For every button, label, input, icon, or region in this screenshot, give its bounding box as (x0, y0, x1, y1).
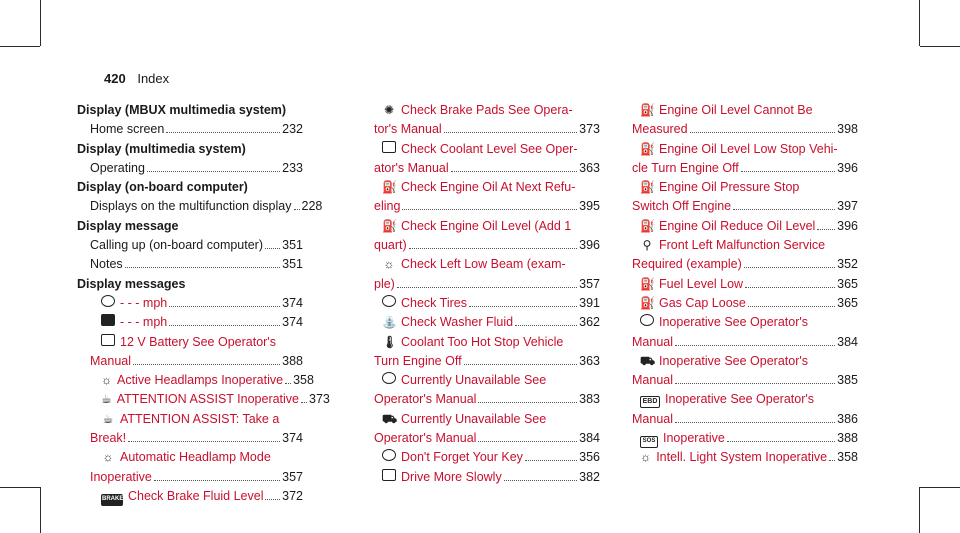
crop-mark (0, 46, 40, 47)
index-entry[interactable]: ⛲ Check Washer Fluid 362 (382, 315, 600, 330)
speedometer-icon (382, 469, 396, 481)
index-entry[interactable]: Required (example) 352 (632, 257, 858, 272)
index-entry[interactable]: Manual 385 (632, 373, 858, 388)
index-entry[interactable]: cle Turn Engine Off 396 (632, 160, 858, 175)
index-entry: 12 V Battery See Operator's (77, 333, 303, 352)
brake-pads-icon: ✺ (383, 103, 395, 117)
car-distance-icon: ⛟ (640, 353, 656, 368)
index-entry[interactable]: Check Tires 391 (374, 294, 600, 313)
index-entry: Check Coolant Level See Oper- (374, 140, 600, 159)
oil-can-icon: ⛽ (640, 141, 655, 156)
page-number: 420 (104, 71, 126, 86)
index-heading: Display messages (77, 276, 186, 291)
key-icon (382, 449, 396, 461)
oil-can-icon: ⛽ (640, 180, 655, 195)
headlamp-icon: ☼ (101, 373, 112, 388)
index-entry: ⛽ Engine Oil Level Cannot Be (640, 103, 813, 117)
crop-mark (920, 46, 960, 47)
oil-can-icon: ⛽ (382, 180, 397, 195)
index-entry: ⛽ Engine Oil Pressure Stop (640, 180, 800, 195)
index-entry[interactable]: ⛽ Gas Cap Loose 365 (640, 295, 858, 310)
crop-mark (919, 487, 920, 533)
index-entry: ☼ Automatic Headlamp Mode (102, 450, 271, 465)
index-entry[interactable]: Calling up (on-board computer) 351 (90, 238, 303, 253)
headlamp-icon: ☼ (640, 450, 652, 465)
crop-mark (920, 487, 960, 488)
index-heading: Display (on-board computer) (77, 180, 248, 195)
index-entry: ⛟ Currently Unavailable See (382, 411, 547, 426)
index-entry[interactable]: - - - mph 374 (77, 294, 303, 313)
index-entry[interactable]: Displays on the multifunction display 228 (90, 199, 323, 214)
index-entry: ⛽ Check Engine Oil Level (Add 1 (382, 218, 572, 233)
car-distance-icon: ⛟ (382, 411, 398, 426)
index-entry[interactable]: quart) 396 (374, 238, 600, 253)
washer-fluid-icon: ⛲ (382, 315, 397, 330)
tire-pressure-icon (382, 295, 396, 307)
index-entry[interactable]: SOS Inoperative 388 (632, 429, 858, 448)
crop-mark (40, 487, 41, 533)
index-entry: Inoperative See Operator's (632, 313, 858, 332)
index-entry: ⛟ Inoperative See Operator's (640, 353, 808, 368)
index-entry: ⛽ Check Engine Oil At Next Refu- (382, 180, 576, 195)
headlamp-icon: ☼ (102, 450, 114, 465)
index-entry: ✺ Check Brake Pads See Opera- (383, 103, 573, 117)
index-entry[interactable]: ator's Manual 363 (374, 160, 600, 175)
page-header (104, 71, 169, 86)
index-entry[interactable]: Break! 374 (90, 431, 303, 446)
section-title: Index (137, 71, 170, 86)
crop-mark (0, 487, 40, 488)
index-entry[interactable]: BRAKE Check Brake Fluid Level 372 (77, 487, 303, 506)
index-column-3 (632, 101, 858, 468)
index-entry[interactable]: - - - mph 374 (77, 313, 303, 332)
oil-can-icon: ⛽ (640, 103, 655, 117)
index-entry[interactable]: Manual 388 (90, 353, 303, 368)
seat-occupant-icon: ⚲ (642, 238, 652, 253)
fuel-pump-icon: ⛽ (640, 276, 655, 291)
brake-warning-icon: BRAKE (101, 494, 123, 506)
index-entry[interactable]: ple) 357 (374, 276, 600, 291)
index-entry[interactable]: Don't Forget Your Key 356 (374, 448, 600, 467)
index-heading: Display message (77, 218, 179, 233)
coolant-temperature-icon: 🌡 (382, 334, 398, 349)
index-entry[interactable]: tor's Manual 373 (374, 122, 600, 137)
system-unavailable-icon (382, 372, 396, 384)
index-entry[interactable]: ⛽ Fuel Level Low 365 (640, 276, 858, 291)
index-entry: ☼ Check Left Low Beam (exam- (383, 257, 566, 272)
index-entry[interactable]: ⛽ Engine Oil Reduce Oil Level 396 (640, 218, 858, 233)
oil-can-icon: ⛽ (382, 218, 397, 233)
index-heading: Display (MBUX multimedia system) (77, 103, 287, 117)
index-entry[interactable]: Operator's Manual 384 (374, 431, 600, 446)
index-entry[interactable]: ☼ Active Headlamps Inoperative 358 (101, 373, 314, 388)
index-entry[interactable]: Manual 386 (632, 411, 858, 426)
crop-mark (919, 0, 920, 46)
index-entry[interactable]: Switch Off Engine 397 (632, 199, 858, 214)
index-column-1 (77, 101, 330, 506)
headlamp-icon: ☼ (383, 257, 395, 272)
coffee-cup-icon: ☕ (102, 411, 114, 426)
index-entry: Currently Unavailable See (374, 371, 600, 390)
index-entry: EBD Inoperative See Operator's (632, 390, 858, 409)
abs-warning-icon (640, 314, 654, 326)
index-column-2 (374, 101, 600, 487)
car-speed-icon (101, 314, 115, 326)
index-entry[interactable]: Home screen 232 (90, 122, 303, 137)
index-entry: ☕ ATTENTION ASSIST: Take a (102, 411, 280, 426)
battery-icon (101, 334, 115, 346)
index-entry[interactable]: Drive More Slowly 382 (374, 468, 600, 487)
index-entry: 🌡 Coolant Too Hot Stop Vehicle (382, 334, 564, 349)
index-entry[interactable]: Inoperative 357 (90, 469, 303, 484)
index-entry[interactable]: Manual 384 (632, 334, 858, 349)
sos-icon: SOS (640, 436, 658, 448)
index-entry[interactable]: Operator's Manual 383 (374, 392, 600, 407)
index-entry[interactable]: Turn Engine Off 363 (374, 353, 600, 368)
index-entry[interactable]: Measured 398 (632, 122, 858, 137)
oil-can-icon: ⛽ (640, 218, 655, 233)
coolant-level-icon (382, 141, 396, 153)
index-heading: Display (multimedia system) (77, 141, 246, 156)
crop-mark (40, 0, 41, 46)
index-entry[interactable]: ☕ ATTENTION ASSIST Inoperative 373 (101, 392, 330, 407)
index-entry: ⚲ Front Left Malfunction Service (632, 236, 858, 255)
speed-warning-icon (101, 295, 115, 307)
ebd-warning-icon: EBD (640, 396, 660, 408)
index-entry: ⛽ Engine Oil Level Low Stop Vehi- (640, 141, 838, 156)
index-entry[interactable]: ☼ Intell. Light System Inoperative 358 (640, 450, 858, 465)
coffee-cup-icon: ☕ (101, 392, 112, 407)
index-entry[interactable]: eling 395 (374, 199, 600, 214)
index-entry[interactable]: Operating 233 (90, 160, 303, 175)
fuel-pump-icon: ⛽ (640, 295, 655, 310)
index-entry[interactable]: Notes 351 (90, 257, 303, 272)
